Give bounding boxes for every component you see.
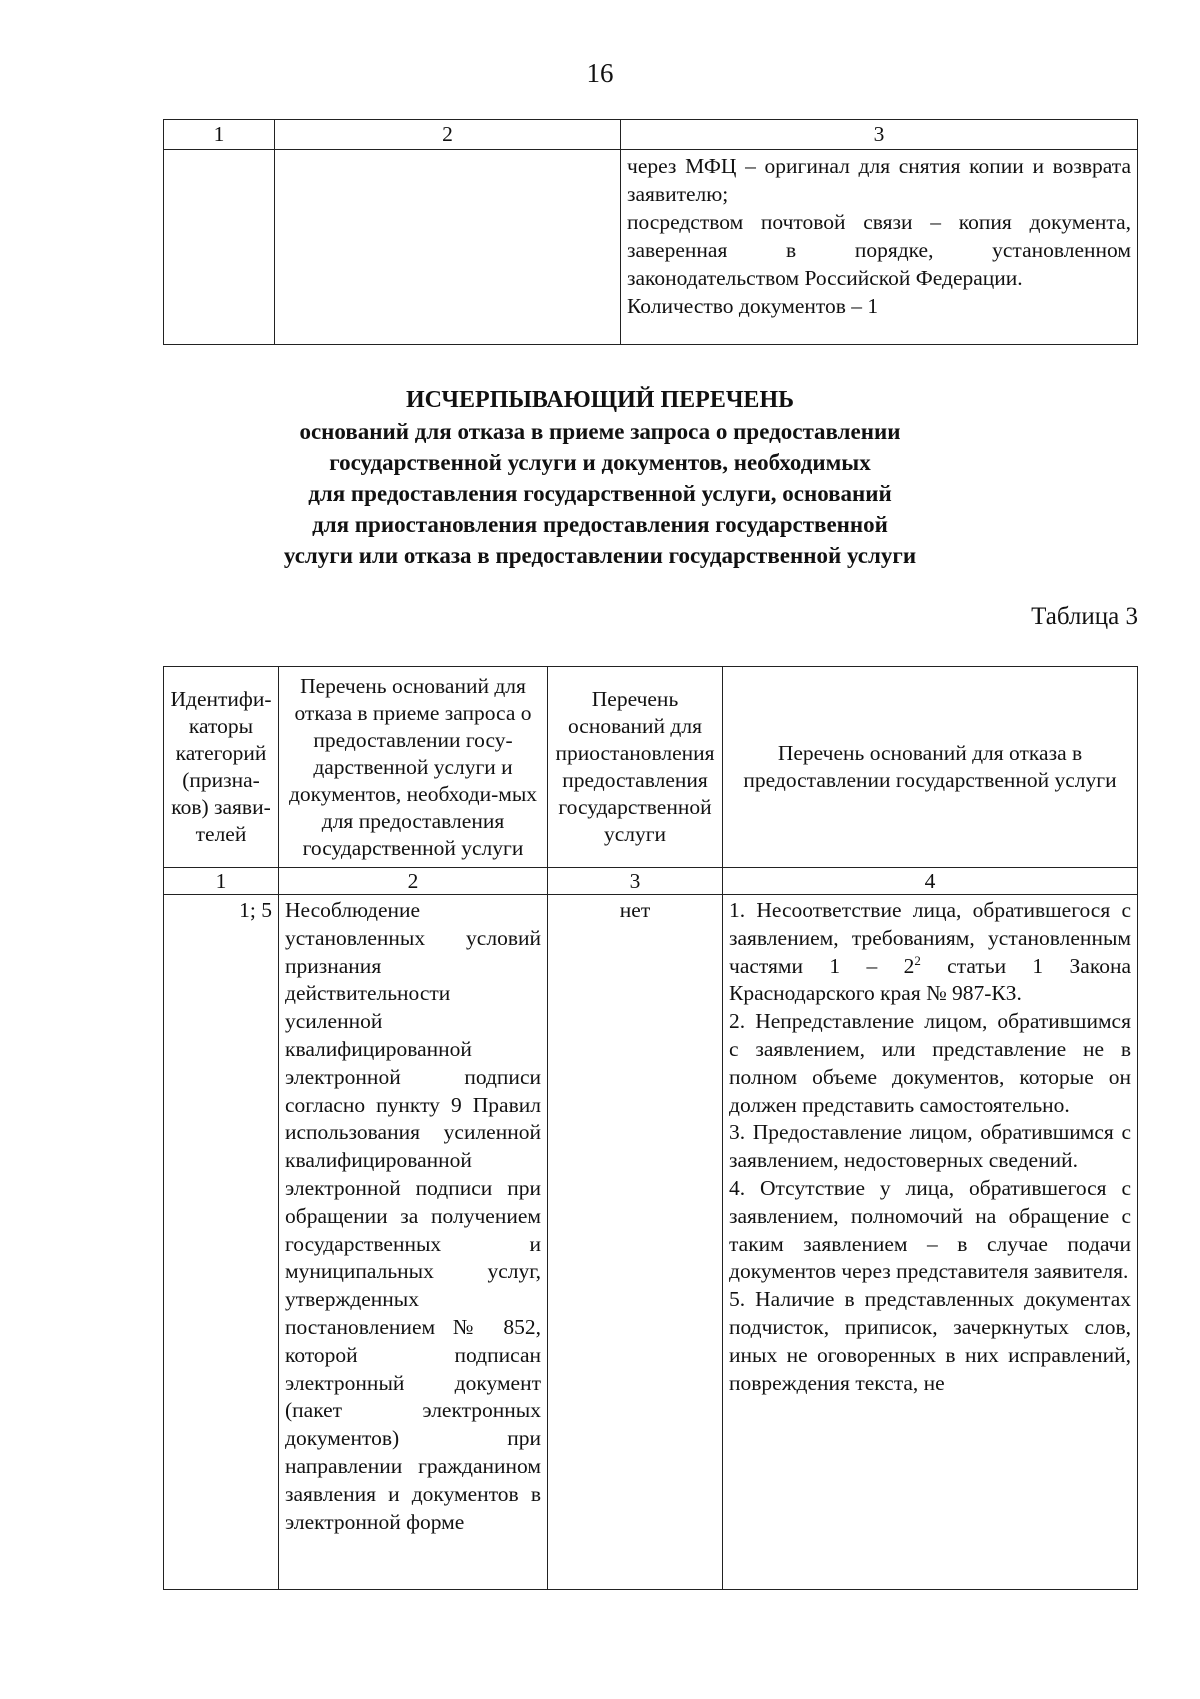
refusal-grounds-table — [163, 666, 1138, 1590]
refusal-item-3: 3. Предоставление лицом, обратившимся с заявлением, недостоверных сведений. — [729, 1120, 1131, 1173]
heading-line: услуги или отказа в предоставлении государственной услуги — [283, 543, 917, 568]
heading-line: для предоставления государственной услуги, оснований — [308, 481, 892, 506]
table-row — [164, 895, 1138, 1590]
header-applicant-identifiers: Идентифи-каторы категорий (призна-ков) заяви-телей — [164, 667, 279, 868]
refusal-item-5: 5. Наличие в представленных документах подчисток, приписок, зачеркнутых слов, иных не оговоренных в них исправлений, повреждения текста, не — [729, 1287, 1131, 1395]
column-number-3: 3 — [548, 868, 723, 895]
continuation-cell-1 — [164, 150, 275, 345]
documents-count: Количество документов – 1 — [627, 294, 879, 318]
reception-refusal-cell: Несоблюдение установленных условий признания действительности усиленной квалифицированной электронной подписи согласно пункту 9 Правил использования усиленной квалифицированной электронной подписи при обращении за получением государственных и муниципальных услуг, утвержденных постановлением № 852, которой подписан электронный документ (пакет электронных документов) при направлении гражданином заявления и документов в электронной форме — [279, 895, 548, 1590]
page-number: 16 — [586, 58, 614, 88]
column-number-2: 2 — [275, 120, 621, 150]
header-reception-refusal-grounds: Перечень оснований для отказа в приеме запроса о предоставлении госу-дарственной услуги и документов, необходи-мых для предоставления государственной услуги — [279, 667, 548, 868]
service-refusal-cell — [723, 895, 1138, 1590]
continuation-cell-3 — [621, 150, 1138, 345]
refusal-item-4: 4. Отсутствие у лица, обратившегося с заявлением, полномочий на обращение с таким заявлением – в случае подачи документов через представителя заявителя. — [729, 1175, 1131, 1284]
header-service-refusal-grounds: Перечень оснований для отказа в предоставлении государственной услуги — [723, 667, 1138, 868]
applicant-identifiers-cell: 1; 5 — [164, 895, 279, 1590]
column-number-1: 1 — [164, 120, 275, 150]
heading-title: ИСЧЕРПЫВАЮЩИЙ ПЕРЕЧЕНЬ — [406, 387, 794, 413]
superscript: 2 — [914, 952, 921, 968]
continuation-cell-2 — [275, 150, 621, 345]
column-number-4: 4 — [723, 868, 1138, 895]
submission-method-mfc: через МФЦ – оригинал для снятия копии и возврата заявителю; — [627, 154, 1131, 206]
column-number-1: 1 — [164, 868, 279, 895]
continuation-table — [163, 119, 1138, 345]
column-number-3: 3 — [621, 120, 1138, 150]
column-header-row — [164, 667, 1138, 868]
continuation-table-header-row — [164, 120, 1138, 150]
heading-line: государственной услуги и документов, необходимых — [329, 450, 871, 475]
column-number-2: 2 — [279, 868, 548, 895]
suspension-cell: нет — [548, 895, 723, 1590]
table-caption: Таблица 3 — [1031, 603, 1138, 630]
refusal-item-2: 2. Непредставление лицом, обратившимся с заявлением, или представление не в полном объеме документов, которые он должен представить самостоятельно. — [729, 1009, 1131, 1117]
heading-line: для приостановления предоставления государственной — [312, 512, 888, 537]
submission-method-post: посредством почтовой связи – копия документа, заверенная в порядке, установленном законодательством Российской Федерации. — [627, 210, 1131, 290]
refusal-item-1: 1. Несоответствие лица, обратившегося с заявлением, требованиям, установленным частями $1 - 2^2$ статьи 1 Закона Краснодарского края № 987-КЗ. — [729, 898, 1131, 1006]
section-heading — [0, 385, 1200, 571]
header-suspension-grounds: Перечень оснований для приостановления предоставления государственной услуги — [548, 667, 723, 868]
heading-line: оснований для отказа в приеме запроса о предоставлении — [299, 419, 901, 444]
continuation-table-row — [164, 150, 1138, 345]
column-number-row — [164, 868, 1138, 895]
